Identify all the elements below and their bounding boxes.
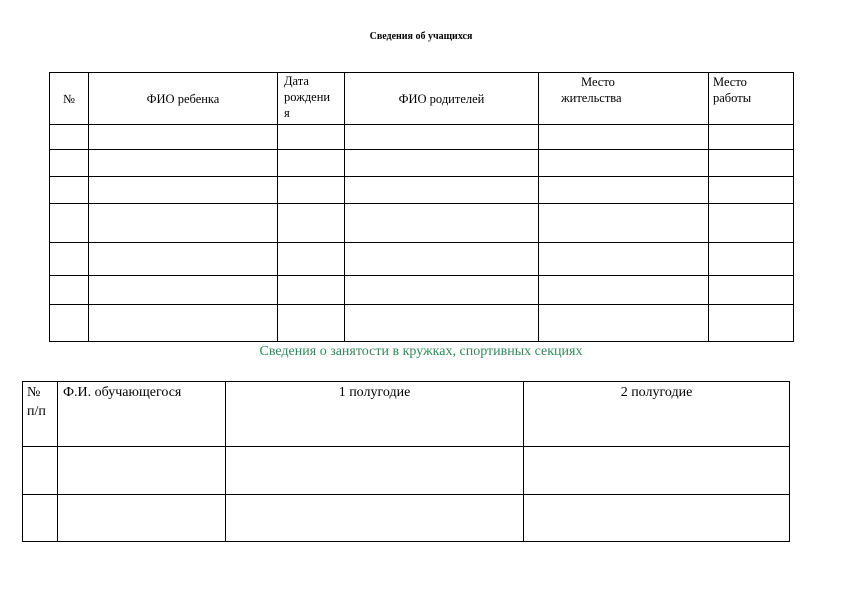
students-table <box>49 72 794 342</box>
table-cell[interactable] <box>539 243 709 276</box>
header-number-line: № <box>27 385 41 400</box>
table-cell[interactable] <box>345 125 539 150</box>
table-cell[interactable] <box>89 177 278 204</box>
table-row <box>50 305 794 342</box>
table-row <box>23 447 790 495</box>
header-number: № <box>50 73 89 125</box>
header-student-name: Ф.И. обучающегося <box>58 382 226 447</box>
header-half2: 2 полугодие <box>524 382 790 447</box>
table-cell[interactable] <box>345 243 539 276</box>
table-cell[interactable] <box>345 276 539 305</box>
table-cell[interactable] <box>226 447 524 495</box>
table-header-row <box>50 73 794 125</box>
table-cell[interactable] <box>278 276 345 305</box>
table-cell[interactable] <box>50 150 89 177</box>
table-cell[interactable] <box>345 204 539 243</box>
header-half1: 1 полугодие <box>226 382 524 447</box>
header-residence-line: Место <box>581 75 615 89</box>
header-birth-date-line: Дата <box>284 74 309 88</box>
table-cell[interactable] <box>89 204 278 243</box>
table-cell[interactable] <box>89 243 278 276</box>
section-title: Сведения о занятости в кружках, спортивных секциях <box>259 344 583 359</box>
table-cell[interactable] <box>524 447 790 495</box>
header-number-line: п/п <box>27 404 46 419</box>
table-cell[interactable] <box>709 177 794 204</box>
table-cell[interactable] <box>709 243 794 276</box>
table-cell[interactable] <box>709 125 794 150</box>
header-child-name: ФИО ребенка <box>89 73 278 125</box>
document-title: Сведения об учащихся <box>369 31 473 42</box>
table-row <box>50 177 794 204</box>
table-row <box>50 125 794 150</box>
table-cell[interactable] <box>709 276 794 305</box>
table-cell[interactable] <box>709 150 794 177</box>
table-cell[interactable] <box>278 150 345 177</box>
table-header-row <box>23 382 790 447</box>
header-birth-date <box>278 73 345 125</box>
table-cell[interactable] <box>539 177 709 204</box>
table-cell[interactable] <box>58 447 226 495</box>
table-cell[interactable] <box>58 495 226 542</box>
table-cell[interactable] <box>278 125 345 150</box>
header-work-line: работы <box>713 91 752 105</box>
table-cell[interactable] <box>50 243 89 276</box>
table-cell[interactable] <box>278 204 345 243</box>
table-cell[interactable] <box>278 305 345 342</box>
table-row <box>50 276 794 305</box>
table-cell[interactable] <box>89 125 278 150</box>
header-work-line: Место <box>713 75 747 89</box>
activities-table <box>22 381 790 542</box>
table-cell[interactable] <box>345 177 539 204</box>
table-cell[interactable] <box>709 204 794 243</box>
table-cell[interactable] <box>50 305 89 342</box>
table-cell[interactable] <box>50 276 89 305</box>
header-birth-date-line: рождени <box>284 90 331 104</box>
header-number <box>23 382 58 447</box>
table-cell[interactable] <box>345 305 539 342</box>
table-cell[interactable] <box>50 177 89 204</box>
table-row <box>50 150 794 177</box>
table-row <box>50 204 794 243</box>
table-cell[interactable] <box>539 276 709 305</box>
table-cell[interactable] <box>226 495 524 542</box>
table-cell[interactable] <box>524 495 790 542</box>
header-residence-line: жительства <box>561 91 622 105</box>
header-work <box>709 73 794 125</box>
table-cell[interactable] <box>539 204 709 243</box>
table-cell[interactable] <box>89 150 278 177</box>
table-cell[interactable] <box>709 305 794 342</box>
table-cell[interactable] <box>89 276 278 305</box>
table-cell[interactable] <box>50 125 89 150</box>
table-cell[interactable] <box>278 177 345 204</box>
table-row <box>50 243 794 276</box>
header-residence <box>539 73 709 125</box>
table-cell[interactable] <box>50 204 89 243</box>
table-row <box>23 495 790 542</box>
table-cell[interactable] <box>345 150 539 177</box>
table-cell[interactable] <box>539 305 709 342</box>
header-birth-date-line: я <box>284 106 290 120</box>
table-cell[interactable] <box>89 305 278 342</box>
table-cell[interactable] <box>539 125 709 150</box>
header-parents-name: ФИО родителей <box>345 73 539 125</box>
table-cell[interactable] <box>278 243 345 276</box>
table-cell[interactable] <box>539 150 709 177</box>
table-cell[interactable] <box>23 495 58 542</box>
table-cell[interactable] <box>23 447 58 495</box>
